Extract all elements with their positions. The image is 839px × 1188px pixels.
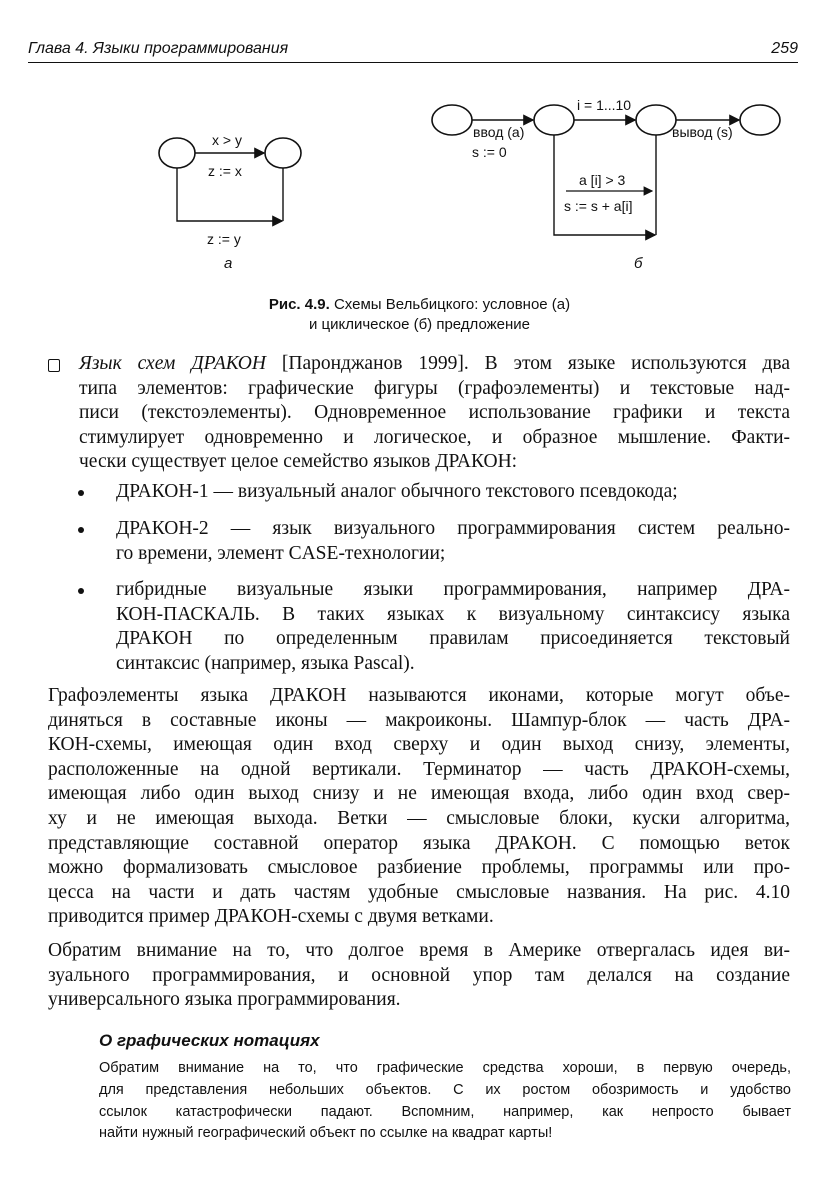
bullet-dot-icon (78, 588, 84, 594)
sub-list-item-line: ДРАКОН по определенным правилам присоединяется текстовый (116, 628, 790, 650)
sidebar-line: для представления небольших объектов. С их ростом обозримость и удобство (99, 1081, 791, 1098)
diagram-b-cond-label: a [i] > 3 (579, 172, 626, 188)
sub-list-item-line: ДРАКОН-2 — язык визуального программирования систем реально- (116, 518, 790, 539)
diagram-b-loop-start-node (534, 105, 574, 135)
paragraph-america (48, 939, 790, 1013)
sub-list-item-line: синтаксис (например, языка Pascal). (116, 652, 415, 674)
diagram-a-condition: x > y (212, 132, 242, 148)
paragraph-line: диняться в составные иконы — макроиконы. Шампур-блок — часть ДРА- (48, 709, 790, 731)
figure-caption-text-1: Схемы Вельбицкого: условное (а) (333, 296, 571, 313)
diagram-b-sum-label: s := s + a[i] (564, 198, 633, 214)
sidebar-line: Обратим внимание на то, что графические средства хороши, в первую очередь, (99, 1060, 791, 1076)
list-item-drakon-line: чески существует целое семейство языков ДРАКОН: (79, 451, 518, 473)
sub-list-item-line: КОН-ПАСКАЛЬ. В таких языках к визуальному синтаксису языка (116, 603, 790, 625)
sidebar-title: О графических нотациях (99, 1031, 320, 1050)
diagram-b-sublabel: б (634, 255, 643, 272)
sub-list-item (48, 480, 790, 505)
running-header (28, 38, 798, 63)
square-bullet-icon (48, 359, 60, 372)
diagram-b-output-node (740, 105, 780, 135)
paragraph-line: ху и не имеющая выхода. Ветки — смысловые блоки, куски алгоритма, (48, 807, 790, 829)
chapter-title: Глава 4. Языки программирования (28, 40, 289, 57)
figure-caption-number: Рис. 4.9. (268, 296, 330, 313)
paragraph-line: универсального языка программирования. (48, 989, 401, 1011)
diagram-a-assign-bottom: z := y (207, 231, 241, 247)
list-item-drakon-line: типа элементов: графические фигуры (графоэлементы) и текстовые над- (79, 377, 790, 399)
sub-list-item-line: го времени, элемент CASE-технологии; (116, 542, 446, 564)
diagram-a (159, 132, 301, 272)
sidebar-line: ссылок катастрофически падают. Вспомним, например, как непросто бывает (99, 1103, 791, 1120)
figure-caption-line-1 (0, 296, 839, 313)
list-item-drakon (48, 352, 790, 475)
paragraph-line: КОН-схемы, имеющая один вход сверху и один выход снизу, элементы, (48, 734, 790, 756)
list-item-drakon-line: писи (текстоэлементы). Одновременное использование графики и текста (79, 402, 790, 424)
diagram-b-input-label: ввод (a) (473, 124, 525, 140)
page-number: 259 (771, 40, 798, 57)
sidebar-text (99, 1058, 791, 1145)
list-item-drakon-term: Язык схем ДРАКОН (79, 353, 266, 374)
paragraph-line: зуального программирования, и основной упор там делался на создание (48, 964, 790, 986)
paragraph-line: представляющие составной оператор языка ДРАКОН. С помощью веток (48, 832, 790, 854)
diagram-a-sublabel: а (224, 255, 233, 272)
sub-list-item (48, 517, 790, 566)
diagram-b-loop-label: i = 1...10 (577, 97, 632, 113)
paragraph-line: Графоэлементы языка ДРАКОН называются иконами, которые могут объе- (48, 685, 790, 706)
bullet-dot-icon (78, 527, 84, 533)
diagram-b-input-node (432, 105, 472, 135)
paragraph-line: приводится пример ДРАКОН-схемы с двумя ветками. (48, 906, 494, 928)
sub-list-item (48, 578, 790, 676)
paragraph-line: расположенные на одной вертикали. Терминатор — часть ДРАКОН-схемы, (48, 758, 790, 780)
figure-caption-line-2: и циклическое (б) предложение (308, 316, 531, 333)
diagram-b-output-label: вывод (s) (672, 124, 733, 140)
diagram-a-assign-top: z := x (208, 163, 242, 179)
paragraph-line: можно формализовать смысловое разбиение проблемы, программы или про- (48, 857, 790, 879)
diagram-b (432, 97, 780, 272)
list-item-drakon-line: Язык схем ДРАКОН [Паронджанов 1999]. В этом языке используются два (79, 353, 790, 374)
diagram-b-init-label: s := 0 (472, 144, 507, 160)
paragraph-line: имеющая либо один выход снизу и не имеющая входа, либо один вход свер- (48, 783, 790, 805)
paragraph-grafoelements (48, 684, 790, 930)
velbitsky-diagrams (0, 70, 839, 290)
bullet-dot-icon (78, 490, 84, 496)
diagram-a-end-node (265, 138, 301, 168)
list-item-drakon-text (79, 352, 790, 475)
paragraph-line: цесса на части и дать частям удобные смысловые названия. На рис. 4.10 (48, 881, 790, 903)
diagram-a-start-node (159, 138, 195, 168)
list-item-drakon-line: стимулирует одновременно и логическое, и образное мышление. Факти- (79, 426, 790, 448)
paragraph-line: Обратим внимание на то, что долгое время в Америке отвергалась идея ви- (48, 940, 790, 961)
diagram-b-loop-end-node (636, 105, 676, 135)
sub-list-item-line: гибридные визуальные языки программирования, например ДРА- (116, 579, 790, 600)
sidebar-line: найти нужный географический объект по ссылке на квадрат карты! (99, 1125, 553, 1142)
sub-list-item-line: ДРАКОН-1 — визуальный аналог обычного текстового псевдокода; (116, 481, 678, 502)
